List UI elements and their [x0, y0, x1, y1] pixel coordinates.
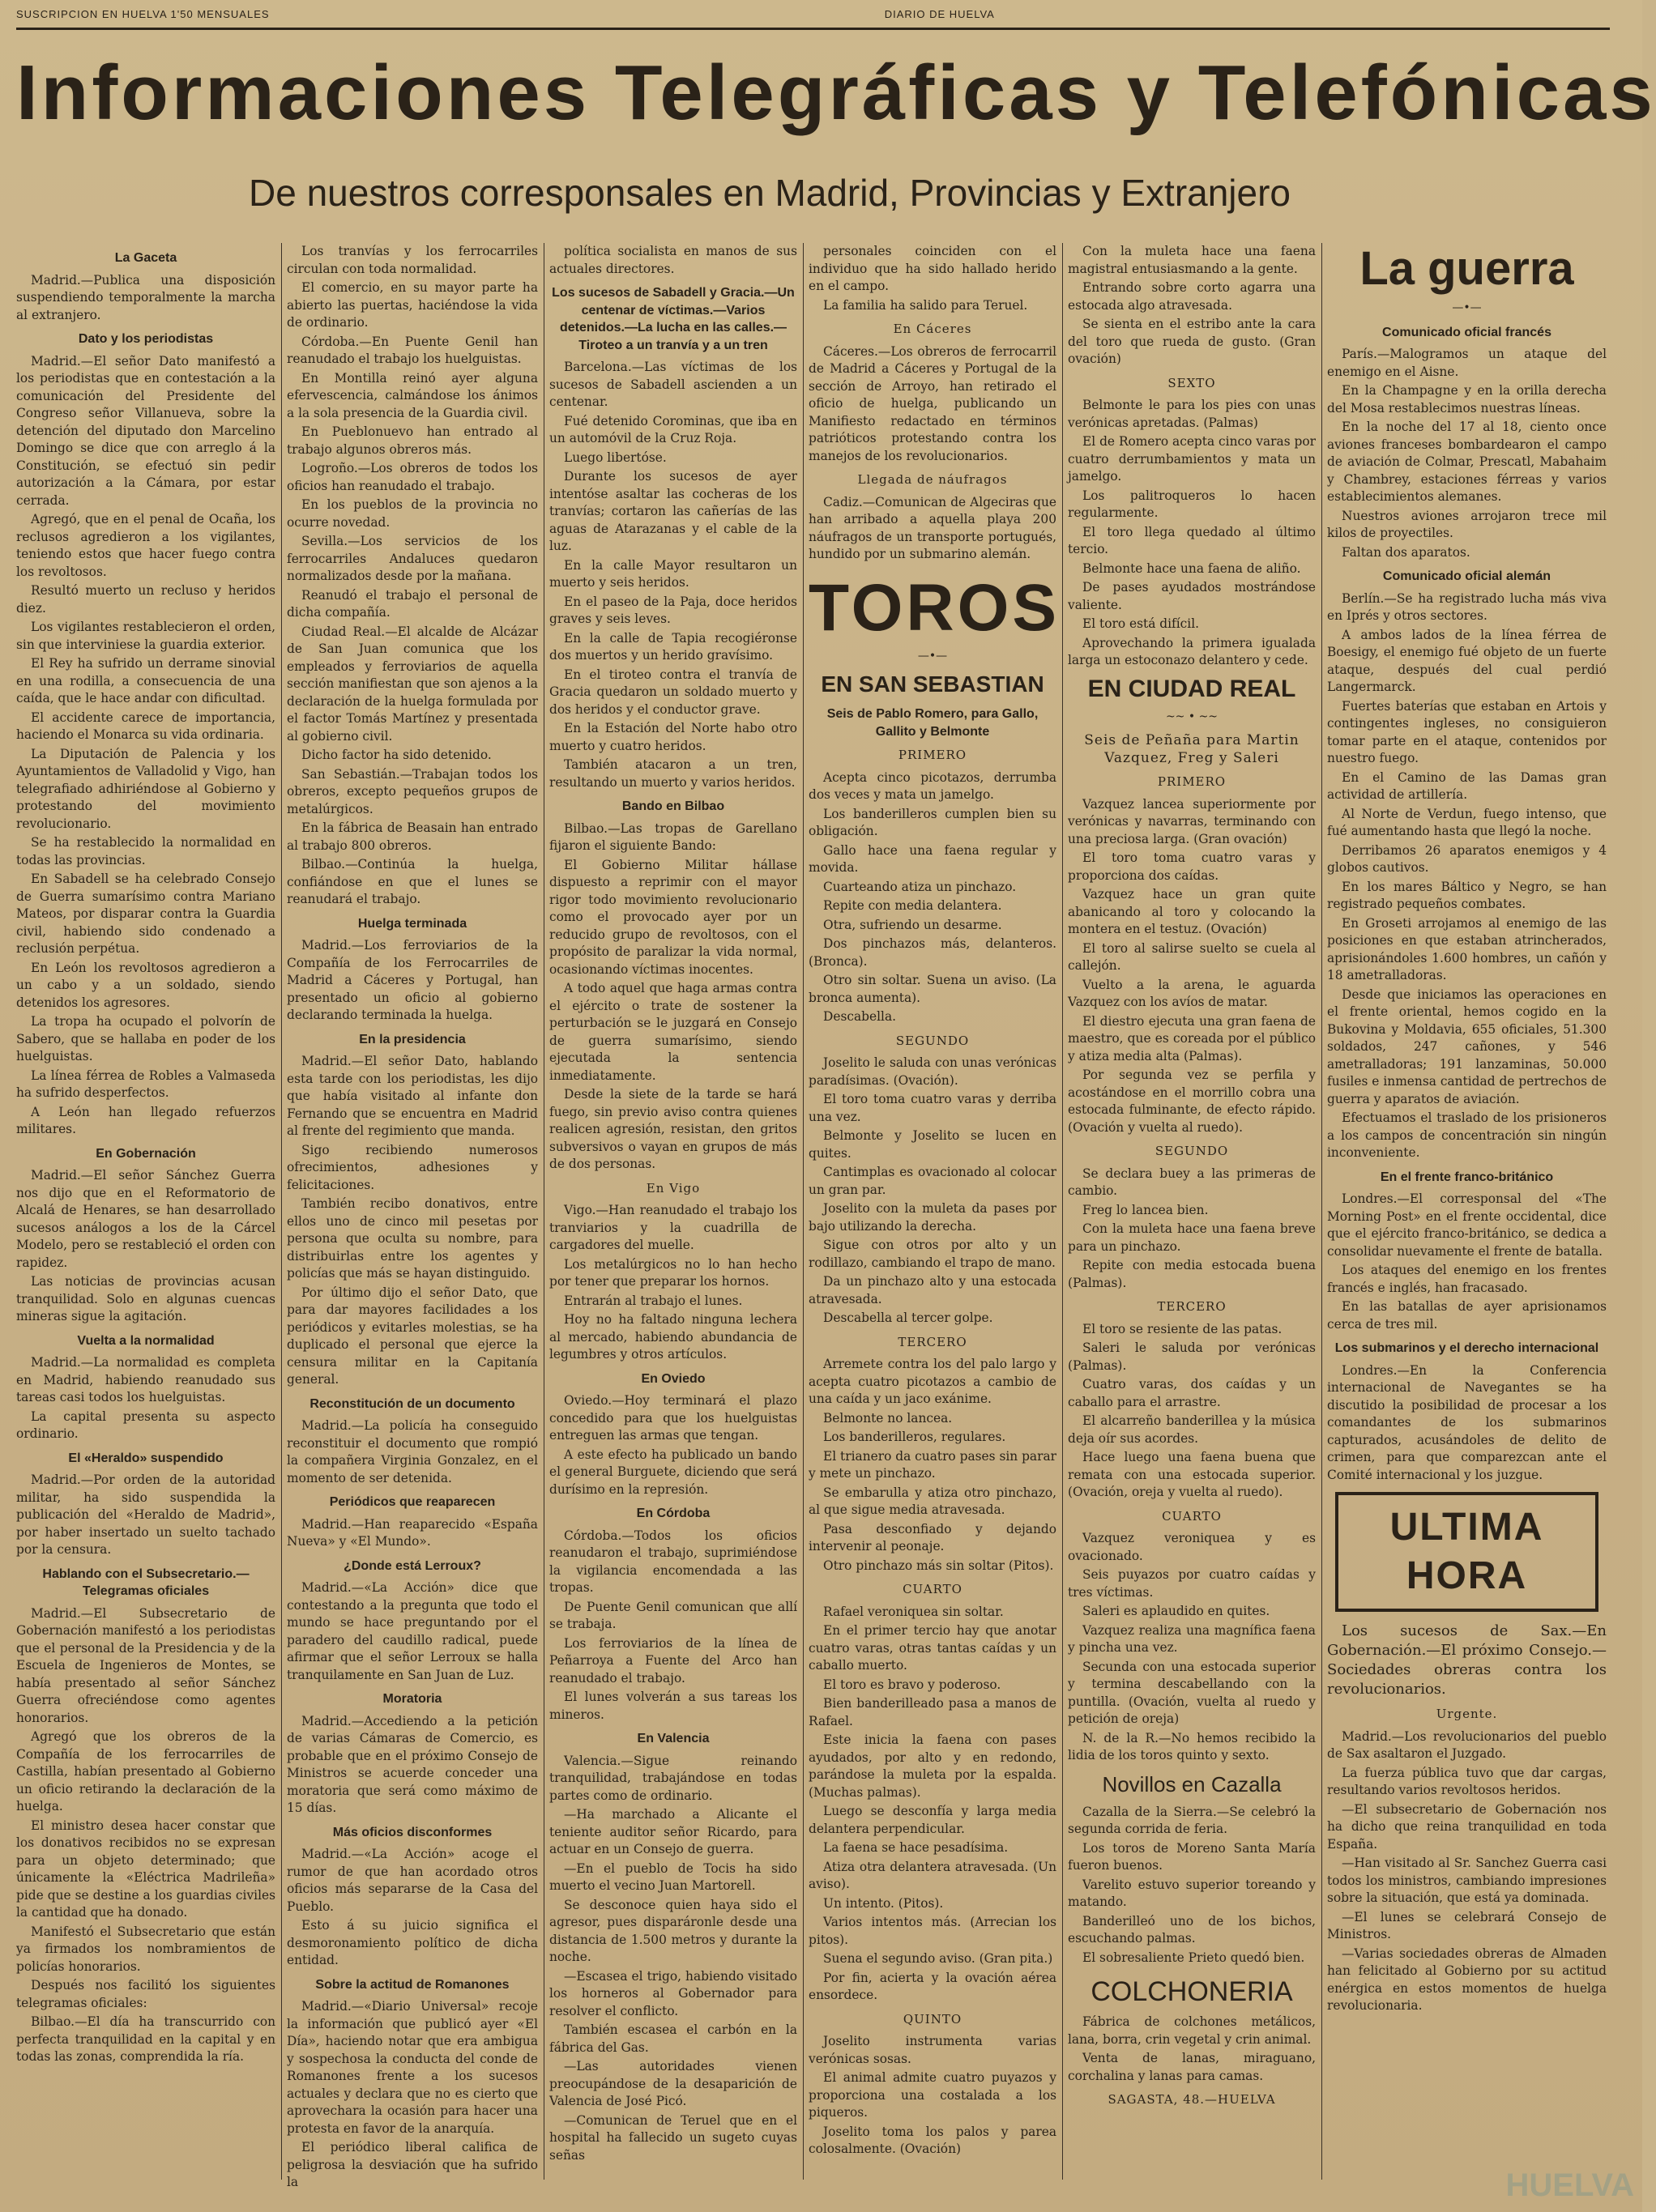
article-paragraph: Los ferroviarios de la línea de Peñarroya a Fuente del Arco han reanudado el trabajo.: [549, 1635, 797, 1686]
article-paragraph: Con la muleta hace una faena breve para un pinchazo.: [1068, 1221, 1316, 1254]
article-paragraph: En la noche del 17 al 18, ciento once aviones franceses bombardearon el campo de aviación de Colmar, Prescatl, Mabahaim y Chambrey, estaciones férreas y varios establecimientos alemanes.: [1327, 420, 1607, 504]
article-paragraph: Otro sin soltar. Suena un aviso. (La bronca aumenta).: [809, 973, 1056, 1005]
top-rule: [16, 28, 1610, 30]
article-paragraph: Cadiz.—Comunican de Algeciras que han arribado a aquella playa 200 náufragos de un transporte portugués, hundido por un submarino alemán.: [809, 494, 1056, 561]
article-paragraph: El comercio, en su mayor parte ha abierto las puertas, haciéndose la vida de ordinario.: [287, 280, 538, 330]
col6-bottom: [1327, 1728, 1607, 2015]
ultima-summary: Los sucesos de Sax.—En Gobernación.—El próximo Consejo.—Sociedades obreras contra los revolucionarios.: [1327, 1622, 1607, 1698]
article-paragraph: Madrid.—El señor Dato, hablando esta tarde con los periodistas, les dijo que había visitado al infante don Fernando que se encuentra en Madrid al frente del regimiento que manda.: [287, 1054, 538, 1138]
column-2: [287, 243, 538, 2189]
subsection-heading: CUARTO: [1162, 1508, 1222, 1524]
subsection-heading: QUINTO: [903, 2011, 962, 2027]
article-paragraph: Reanudó el trabajo el personal de dicha compañía.: [287, 587, 538, 620]
col3-body: [549, 243, 797, 2164]
novillos-title: Novillos en Cazalla: [1102, 1771, 1282, 1796]
article-paragraph: También recibo donativos, entre ellos uno de cinco mil pesetas por persona que oculta su nombre, para distribuirlas entre los agentes y policías que más se hayan distinguido.: [287, 1196, 538, 1281]
article-paragraph: Con la muleta hace una faena magistral entusiasmando a la gente.: [1068, 244, 1316, 276]
column-rule: [803, 243, 804, 2180]
article-paragraph: Descabella al tercer golpe.: [823, 1311, 993, 1325]
article-paragraph: Luego libertóse.: [564, 450, 667, 465]
article-paragraph: Cazalla de la Sierra.—Se celebró la segunda corrida de feria.: [1068, 1804, 1316, 1836]
article-paragraph: —Las autoridades vienen preocupándose de la desaparición de Valencia de José Picó.: [549, 2059, 797, 2108]
article-paragraph: Los metalúrgicos no lo han hecho por tener que preparar los hornos.: [549, 1256, 797, 1289]
article-paragraph: Londres.—En la Conferencia internacional de Navegantes se ha discutido la posibilidad de procesar a los comandantes de los submarinos capturados, acusándoles de delito de crimen, para que comparezcan ante el Comité internacional y los juzgue.: [1327, 1362, 1607, 1482]
masthead: Informaciones Telegráficas y Telefónicas: [16, 49, 1656, 136]
article-paragraph: Los tranvías y los ferrocarriles circulan con toda normalidad.: [287, 244, 538, 276]
article-paragraph: —Ha marchado a Alicante el teniente auditor señor Ricardo, para actuar en un Consejo de guerra.: [549, 1807, 797, 1856]
article-paragraph: Vazquez hace un gran quite abanicando al toro y colocando la montera en el testuz. (Ovación): [1068, 887, 1316, 936]
article-paragraph: Madrid.—El Subsecretario de Gobernación manifestó a los periodistas que el personal de la Presidencia y de la Escuela de Ingenieros de Montes, se había presentado al señor Sánchez Guerra ofreciéndose como agentes honorarios.: [16, 1605, 275, 1725]
article-paragraph: Madrid.—«La Acción» acoge el rumor de que han acordado otros oficios más separarse de la Casa del Pueblo.: [287, 1847, 538, 1914]
article-paragraph: Vazquez lancea superiormente por verónicas y navarras, terminando con una preciosa larga. (Gran ovación): [1068, 796, 1316, 846]
article-paragraph: Entrarán al trabajo el lunes.: [564, 1293, 743, 1308]
article-paragraph: El toro se resiente de las patas.: [1082, 1321, 1283, 1336]
article-paragraph: Cuatro varas, dos caídas y un caballo para el arrastre.: [1068, 1377, 1316, 1409]
article-paragraph: De Puente Genil comunican que allí se trabaja.: [549, 1599, 797, 1631]
article-paragraph: Joselito toma los palos y parea colosalmente. (Ovación): [809, 2124, 1056, 2156]
strip-center: DIARIO DE HUELVA: [884, 8, 995, 20]
article-paragraph: Córdoba.—Todos los oficios reanudaron el trabajo, suprimiéndose la vigilancia encomendada a las tropas.: [549, 1528, 797, 1595]
article-paragraph: Los toros de Moreno Santa María fueron buenos.: [1068, 1840, 1316, 1873]
article-paragraph: La familia ha salido para Teruel.: [823, 297, 1028, 313]
article-paragraph: Durante los sucesos de ayer intentóse asaltar las cocheras de los tranvías; cortaron las cañerías de las aguas de Atarazanas y el cable de la luz.: [549, 469, 797, 553]
article-paragraph: El alcarreño banderillea y la música deja oír sus acordes.: [1068, 1413, 1316, 1446]
colchoneria-title: COLCHONERIA: [1090, 1976, 1293, 2007]
article-paragraph: Banderilleó uno de los bichos, escuchando palmas.: [1068, 1913, 1316, 1946]
article-paragraph: Esto á su juicio significa el desmoronamiento político de dicha entidad.: [287, 1918, 538, 1967]
article-paragraph: Saleri es aplaudido en quites.: [1082, 1604, 1270, 1618]
article-paragraph: Por último dijo el señor Dato, que para dar mayores facilidades a los periódicos y evitarles molestias, se ha duplicado el personal que ejerce la censura militar en la Capitanía general.: [287, 1285, 538, 1387]
col5-mid: [1068, 774, 1316, 1765]
article-paragraph: En la calle Mayor resultaron un muerto y seis heridos.: [549, 557, 797, 590]
section-heading: En Córdoba: [636, 1507, 711, 1520]
article-paragraph: Después nos facilitó los siguientes telegramas oficiales:: [16, 1978, 275, 2010]
article-paragraph: En los mares Báltico y Negro, se han registrado pequeños combates.: [1327, 879, 1607, 911]
article-paragraph: El toro al salirse suelto se cuela al callejón.: [1068, 940, 1316, 973]
article-paragraph: Joselito instrumenta varias verónicas sosas.: [809, 2034, 1056, 2066]
article-paragraph: Madrid.—Por orden de la autoridad militar, ha sido suspendida la publicación del «Heraldo de Madrid», por haber insertado un suelto tachado por la censura.: [16, 1473, 275, 1557]
article-paragraph: Cantimplas es ovacionado al colocar un gran par.: [809, 1165, 1056, 1197]
library-stamp: HUELVA: [1505, 2167, 1634, 2203]
subsection-heading: En Vigo: [646, 1180, 701, 1196]
article-paragraph: Dicho factor ha sido detenido.: [301, 748, 492, 762]
col6-top: [1327, 324, 1607, 1485]
article-paragraph: Desde que iniciamos las operaciones en el frente oriental, hemos cogido en la Bukovina y Moldavia, 655 oficiales, 51.300 soldados, 247 cañones, y 546 ametralladoras; 191 lanzaminas, 50.000 fusiles e inmensa cantidad de pertrechos de guerra y aparatos de aviación.: [1327, 987, 1607, 1106]
ultima-urgent: Urgente.: [1436, 1707, 1498, 1721]
toros-place: EN SAN SEBASTIAN: [821, 671, 1044, 697]
column-rule: [281, 243, 282, 2180]
article-paragraph: Pasa desconfiado y dejando intervenir al peonaje.: [809, 1521, 1056, 1554]
article-paragraph: Cáceres.—Los obreros de ferrocarril de Madrid a Cáceres y Portugal de la sección de Arroyo, han retirado el oficio de huelga, publicando un Manifiesto redactado en términos patrióticos protestando contra los manejos de los revolucionarios.: [809, 343, 1056, 463]
article-paragraph: Los palitroqueros lo hacen regularmente.: [1068, 488, 1316, 520]
article-paragraph: París.—Malogramos un ataque del enemigo en el Aisne.: [1327, 347, 1607, 379]
article-paragraph: Madrid.—Accediendo a la petición de varias Cámaras de Comercio, es probable que en el próximo Consejo de Ministros se acuerde conceder una moratoria que será como máximo de 15 días.: [287, 1713, 538, 1815]
strip-left: SUSCRIPCION EN HUELVA 1'50 MENSUALES: [16, 8, 270, 20]
subhead: De nuestros corresponsales en Madrid, Provincias y Extranjero: [248, 172, 1291, 214]
section-heading: Más oficios disconformes: [332, 1825, 493, 1839]
toros-title: TOROS: [809, 570, 1061, 645]
article-paragraph: Repite con media estocada buena (Palmas).: [1068, 1258, 1316, 1290]
article-paragraph: Otro pinchazo más sin soltar (Pitos).: [823, 1558, 1054, 1573]
article-paragraph: Berlín.—Se ha registrado lucha más viva en Iprés y otros sectores.: [1327, 590, 1607, 623]
section-heading: Sobre la actitud de Romanones: [315, 1977, 510, 1992]
col1-body: [16, 249, 275, 2066]
column-6: [1327, 243, 1607, 2180]
section-heading: En el frente franco-británico: [1380, 1170, 1554, 1184]
article-paragraph: Da un pinchazo alto y una estocada atravesada.: [809, 1274, 1056, 1306]
section-heading: Comunicado oficial alemán: [1382, 569, 1551, 583]
article-paragraph: personales coinciden con el individuo que ha sido hallado herido en el campo.: [809, 244, 1056, 293]
subsection-heading: PRIMERO: [898, 748, 967, 762]
section-heading: En Valencia: [637, 1732, 710, 1745]
article-paragraph: En la fábrica de Beasain han entrado al trabajo 800 obreros.: [287, 820, 538, 853]
ultima-hora-title: ULTIMA HORA: [1335, 1492, 1598, 1612]
column-4: [809, 243, 1061, 2180]
article-paragraph: Madrid.—«Diario Universal» recoje la información que publicó ayer «El Día», haciendo notar que era ambigua y sospechosa la conducta del conde de Romanones frente a los sucesos actuales y declara que no es cierto que aprovechara la ocasión para hacer una protesta en favor de la anarquía.: [287, 1999, 538, 2136]
article-paragraph: Ciudad Real.—El alcalde de Alcázar de San Juan comunica que los empleados y ferroviarios de aquella sección manifiestan que son ajenos a la declaración de la huelga formulada por el factor Tomás Martínez y presentada al gobierno civil.: [287, 624, 538, 744]
article-paragraph: En la Champagne y en la orilla derecha del Mosa restablecimos nuestras líneas.: [1327, 383, 1607, 416]
article-paragraph: Córdoba.—En Puente Genil han reanudado el trabajo los huelguistas.: [287, 334, 538, 366]
article-paragraph: Hace luego una faena buena que remata con una estocada superior. (Ovación, oreja y vuelta al ruedo).: [1068, 1450, 1316, 1499]
section-heading: Comunicado oficial francés: [1382, 325, 1551, 339]
section-heading: Bando en Bilbao: [621, 799, 725, 813]
article-paragraph: A ambos lados de la línea férrea de Boesigy, el enemigo fué objeto de un fuerte ataque, después del cual perdió Langermarck.: [1327, 627, 1607, 694]
article-paragraph: Faltan dos aparatos.: [1342, 544, 1470, 560]
article-paragraph: Valencia.—Sigue reinando tranquilidad, trabajándose en todas partes como de ordinario.: [549, 1753, 797, 1803]
subsection-heading: TERCERO: [1157, 1299, 1227, 1314]
article-paragraph: Repite con media delantera.: [823, 898, 1002, 913]
subsection-heading: SEXTO: [1167, 375, 1216, 390]
article-paragraph: Nuestros aviones arrojaron trece mil kilos de proyectiles.: [1327, 508, 1607, 540]
article-paragraph: Seis puyazos por cuatro caídas y tres víctimas.: [1068, 1567, 1316, 1600]
column-5: [1068, 243, 1316, 2180]
article-paragraph: En el tiroteo contra el tranvía de Gracia quedaron un soldado muerto y dos heridos y el conductor grave.: [549, 667, 797, 717]
article-paragraph: Joselito con la muleta da pases por bajo utilizando la derecha.: [809, 1201, 1056, 1234]
article-paragraph: Al Norte de Verdun, fuego intenso, que fué aumentando hasta que llegó la noche.: [1327, 806, 1607, 838]
article-paragraph: Atiza otra delantera atravesada. (Un aviso).: [809, 1859, 1056, 1891]
article-paragraph: En Pueblonuevo han entrado al trabajo algunos obreros más.: [287, 424, 538, 457]
article-paragraph: A León han llegado refuerzos militares.: [16, 1104, 275, 1136]
article-paragraph: Un intento. (Pitos).: [823, 1895, 944, 1911]
article-paragraph: El toro llega quedado al último tercio.: [1068, 524, 1316, 556]
article-paragraph: Bilbao.—Continúa la huelga, confiándose en que el lunes se reanudará el trabajo.: [287, 857, 538, 906]
subsection-heading: SEGUNDO: [1155, 1144, 1229, 1158]
column-3: [549, 243, 797, 2180]
col4-top: [809, 243, 1056, 564]
article-paragraph: El toro toma cuatro varas y derriba una vez.: [809, 1092, 1056, 1124]
article-paragraph: Sevilla.—Los servicios de los ferrocarriles Andaluces quedaron normalizados desde por la mañana.: [287, 534, 538, 583]
section-heading: En la presidencia: [359, 1032, 466, 1046]
subsection-heading: En Cáceres: [893, 322, 972, 336]
subsection-heading: CUARTO: [903, 1582, 962, 1596]
article-paragraph: La fuerza pública tuvo que dar cargas, resultando varios revoltosos heridos.: [1327, 1765, 1607, 1797]
article-paragraph: N. de la R.—No hemos recibido la lidia de los toros quinto y sexto.: [1068, 1730, 1316, 1762]
article-paragraph: Se desconoce quien haya sido el agresor, pues disparáronle desde una distancia de 1.500 metros y durante la noche.: [549, 1897, 797, 1964]
article-paragraph: Bilbao.—El día ha transcurrido con perfecta tranquilidad en la capital y en todas las zonas, comprendida la ría.: [16, 2014, 275, 2064]
article-paragraph: En Montilla reinó ayer alguna efervescencia, calmándose los ánimos a la sola presencia de la Guardia civil.: [287, 370, 538, 420]
section-heading: Hablando con el Subsecretario.—Telegramas oficiales: [42, 1566, 250, 1598]
article-paragraph: Barcelona.—Las víctimas de los sucesos de Sabadell ascienden a un centenar.: [549, 360, 797, 409]
col2-body: [287, 243, 538, 2192]
article-paragraph: Desde la siete de la tarde se hará fuego, sin previo aviso contra quienes realicen agresión, resistan, den gritos subversivos o vayan en grupos de más de dos personas.: [549, 1087, 797, 1171]
article-paragraph: El sobresaliente Prieto quedó bien.: [1082, 1950, 1305, 1965]
section-heading: El «Heraldo» suspendido: [68, 1451, 224, 1465]
article-paragraph: Sigo recibiendo numerosos ofrecimientos, adhesiones y felicitaciones.: [287, 1142, 538, 1192]
toros-cartel: Seis de Pablo Romero, para Gallo, Gallito y Belmonte: [826, 707, 1039, 739]
article-paragraph: Belmonte no lancea.: [823, 1410, 953, 1426]
article-paragraph: Londres.—El corresponsal del «The Morning Post» en el frente occidental, dice que el ejército franco-británico, se dedica a consolidar nuevamente el frente de batalla.: [1327, 1191, 1607, 1259]
article-paragraph: En la calle de Tapia recogiéronse dos muertos y un herido gravísimo.: [549, 630, 797, 663]
article-paragraph: La Diputación de Palencia y los Ayuntamientos de Valladolid y Vigo, han telegrafiado adhiriéndose al Gobierno y protestando del movimiento revolucionario.: [16, 746, 275, 831]
article-paragraph: En León los revoltosos agredieron a un cabo y a un soldado, siendo detenidos los agresores.: [16, 960, 275, 1010]
column-rule: [1062, 243, 1063, 2180]
article-paragraph: Freg lo lancea bien.: [1082, 1202, 1209, 1217]
colch-line1: Fábrica de colchones metálicos, lana, borra, crin vegetal y crin animal.: [1068, 2014, 1316, 2047]
article-paragraph: Madrid.—El señor Dato manifestó a los periodistas que en contestación a la comunicación del Presidente del Congreso señor Villanueva, sobre la detención del diputado don Marcelino Domingo se dice que con arreglo á la Constitución, se efectuó sin pedir autorización a la Cámara, por estar cerrada.: [16, 353, 275, 508]
section-heading: En Oviedo: [641, 1371, 706, 1386]
article-paragraph: Derribamos 26 aparatos enemigos y 4 globos cautivos.: [1327, 842, 1607, 875]
article-paragraph: Se declara buey a las primeras de cambio.: [1068, 1166, 1316, 1198]
article-paragraph: —Han visitado al Sr. Sanchez Guerra casi todos los ministros, cambiando impresiones sobre la situación, que está ya dominada.: [1327, 1856, 1607, 1905]
divider-ornament: —•—: [1452, 301, 1482, 314]
article-paragraph: Vigo.—Han reanudado el trabajo los tranviarios y la cuadrilla de cargadores del muelle.: [549, 1203, 797, 1252]
article-paragraph: Vuelto a la arena, le aguarda Vazquez con los avíos de matar.: [1068, 977, 1316, 1009]
article-paragraph: —El lunes se celebrará Consejo de Ministros.: [1327, 1909, 1607, 1941]
article-paragraph: Entrando sobre corto agarra una estocada algo atravesada.: [1068, 280, 1316, 313]
article-paragraph: —Varias sociedades obreras de Almaden han felicitado al Gobierno por su actitud enérgica en estos momentos de huelga revolucionaria.: [1327, 1946, 1607, 2013]
section-heading: Los sucesos de Sabadell y Gracia.—Un centenar de víctimas.—Varios detenidos.—La lucha en las calles.—Tiroteo a un tranvía y a un tren: [552, 286, 795, 352]
article-paragraph: San Sebastián.—Trabajan todos los obreros, excepto pequeños grupos de metalúrgicos.: [287, 766, 538, 816]
article-paragraph: A todo aquel que haga armas contra el ejército o trate de sostener la perturbación se le juzgará en Consejo de guerra sumarísimo, siendo ejecutada la sentencia inmediatamente.: [549, 981, 797, 1083]
guerra-title: La guerra: [1359, 242, 1574, 295]
article-paragraph: El de Romero acepta cinco varas por cuatro derrumbamientos y mata un jamelgo.: [1068, 434, 1316, 484]
article-paragraph: Descabella.: [823, 1009, 897, 1024]
article-paragraph: Varelito estuvo superior toreando y matando.: [1068, 1877, 1316, 1909]
col5-low: [1068, 1804, 1316, 1967]
section-heading: En Gobernación: [96, 1146, 196, 1161]
article-paragraph: Joselito le saluda con unas verónicas paradísimas. (Ovación).: [809, 1055, 1056, 1088]
article-paragraph: Las noticias de provincias acusan tranquilidad. Solo en algunas cuencas mineras sigue la agitación.: [16, 1274, 275, 1323]
article-paragraph: Madrid.—Publica una disposición suspendiendo temporalmente la marcha al extranjero.: [16, 272, 275, 322]
article-paragraph: Varios intentos más. (Arrecian los pitos).: [809, 1915, 1056, 1947]
article-paragraph: Dos pinchazos más, delanteros. (Bronca).: [809, 936, 1056, 969]
column-rule: [1321, 243, 1322, 2180]
section-heading: Reconstitución de un documento: [309, 1396, 515, 1411]
article-paragraph: En el primer tercio hay que anotar cuatro varas, otras tantas caídas y un caballo muerto.: [809, 1623, 1056, 1673]
article-paragraph: La tropa ha ocupado el polvorín de Sabero, que se hallaba en poder de los huelguistas.: [16, 1014, 275, 1063]
article-paragraph: Los banderilleros cumplen bien su obligación.: [809, 806, 1056, 838]
article-paragraph: Belmonte y Joselito se lucen en quites.: [809, 1128, 1056, 1161]
col4-bottom: [809, 747, 1056, 2159]
section-heading: Vuelta a la normalidad: [77, 1333, 215, 1348]
article-paragraph: Luego se desconfía y larga media delantera perpendicular.: [809, 1804, 1056, 1836]
section-heading: Dato y los periodistas: [78, 332, 214, 346]
article-paragraph: Madrid.—El señor Sánchez Guerra nos dijo que en el Reformatorio de Alcalá de Henares, se han desarrollado sucesos análogos a los de la Cárcel Modelo, pero se restableció el orden con rapidez.: [16, 1168, 275, 1270]
article-paragraph: El Gobierno Militar hállase dispuesto a reprimir con el mayor rigor todo movimiento revolucionario como el provocado ayer por un reducido grupo de revoltosos, con el propósito de paralizar la vida normal, ocasionando víctimas inocentes.: [549, 857, 797, 977]
article-paragraph: Manifestó el Subsecretario que están ya firmados los nombramientos de policías honorarios.: [16, 1924, 275, 1974]
article-paragraph: Se embarulla y atiza otro pinchazo, al que sigue media atravesada.: [809, 1485, 1056, 1517]
article-paragraph: Por segunda vez se perfila y acostándose en el morrillo cobra una estocada fulminante, de efecto rápido. (Ovación y vuelta al ruedo).: [1068, 1068, 1316, 1135]
article-paragraph: Se ha restablecido la normalidad en todas las provincias.: [16, 835, 275, 867]
article-paragraph: Sigue con otros por alto y un rodillazo, cambiando el trapo de mano.: [809, 1238, 1056, 1270]
article-paragraph: La faena se hace pesadísima.: [823, 1840, 1009, 1855]
article-paragraph: El toro toma cuatro varas y proporciona dos caídas.: [1068, 850, 1316, 883]
article-paragraph: Otra, sufriendo un desarme.: [823, 917, 1002, 932]
article-paragraph: El diestro ejecuta una gran faena de maestro, que es coreada por el público y atiza media alta (Palmas).: [1068, 1013, 1316, 1063]
article-paragraph: Bien banderilleado pasa a manos de Rafael.: [809, 1696, 1056, 1728]
article-paragraph: De pases ayudados mostrándose valiente.: [1068, 580, 1316, 612]
article-paragraph: Vazquez veroniquea y es ovacionado.: [1068, 1531, 1316, 1563]
article-paragraph: Logroño.—Los obreros de todos los oficios han reanudado el trabajo.: [287, 461, 538, 493]
article-paragraph: En la Estación del Norte habo otro muerto y cuatro heridos.: [549, 721, 797, 753]
article-paragraph: Madrid.—«La Acción» dice que contestando a la pregunta que todo el mundo se hace preguntando por el paradero del caudillo radical, puede afirmar que el señor Lerroux se halla tranquilamente en San Juan de Luz.: [287, 1580, 538, 1682]
article-paragraph: Efectuamos el traslado de los prisioneros a los campos de concentración sin ningún inconveniente.: [1327, 1110, 1607, 1160]
article-paragraph: Rafael veroniquea sin soltar.: [823, 1604, 1004, 1619]
article-paragraph: La capital presenta su aspecto ordinario.: [16, 1409, 275, 1441]
article-paragraph: —Escasea el trigo, habiendo visitado los horneros al Gobernador para resolver el conflicto.: [549, 1968, 797, 2018]
article-paragraph: También escasea el carbón en la fábrica del Gas.: [549, 2022, 797, 2055]
article-paragraph: Cuarteando atiza un pinchazo.: [823, 879, 1017, 894]
col5-top: [1068, 243, 1316, 670]
article-paragraph: En el Camino de las Damas gran actividad de artillería.: [1327, 769, 1607, 802]
colch-line2: Venta de lanas, miraguano, corchalina y lanas para camas.: [1068, 2051, 1316, 2083]
divider-ornament: —•—: [917, 649, 948, 663]
article-paragraph: Bilbao.—Las tropas de Garellano fijaron el siguiente Bando:: [549, 820, 797, 853]
article-paragraph: política socialista en manos de sus actuales directores.: [549, 244, 797, 276]
ciudad-cartel: Seis de Peñaña para Martin Vazquez, Freg y Saleri: [1084, 732, 1300, 766]
article-paragraph: Vazquez realiza una magnífica faena y pincha una vez.: [1068, 1622, 1316, 1655]
article-paragraph: —En el pueblo de Tocis ha sido muerto el vecino Juan Martorell.: [549, 1860, 797, 1893]
article-paragraph: Madrid.—Han reaparecido «España Nueva» y «El Mundo».: [287, 1516, 538, 1549]
article-paragraph: El periódico liberal califica de peligrosa la desviación que ha sufrido la: [287, 2140, 538, 2189]
article-paragraph: También atacaron a un tren, resultando un muerto y varios heridos.: [549, 757, 797, 790]
article-paragraph: Resultó muerto un recluso y heridos diez.: [16, 583, 275, 616]
article-paragraph: Fuertes baterías que estaban en Artois y contingentes ingleses, no consiguieron tomar parte en el ataque, contenidos por nuestro fuego.: [1327, 698, 1607, 765]
article-paragraph: En los pueblos de la provincia no ocurre novedad.: [287, 497, 538, 530]
article-paragraph: En las batallas de ayer aprisionamos cerca de tres mil.: [1327, 1299, 1607, 1332]
article-paragraph: Madrid.—Los revolucionarios del pueblo de Sax asaltaron el Juzgado.: [1327, 1728, 1607, 1761]
subsection-heading: Llegada de náufragos: [857, 472, 1008, 487]
article-paragraph: Los vigilantes restablecieron el orden, sin que interviniese la guardia exterior.: [16, 620, 275, 652]
article-paragraph: Suena el segundo aviso. (Gran pita.): [823, 1951, 1053, 1966]
article-paragraph: Belmonte hace una faena de aliño.: [1082, 560, 1301, 576]
article-paragraph: El ministro desea hacer constar que los donativos recibidos no se expresan para un objeto determinado; que únicamente la «Eléctrica Madrileña» pide que se destine a los guardias civiles la cantidad que ha donado.: [16, 1818, 275, 1920]
article-paragraph: El Rey ha sufrido un derrame sinovial en una rodilla, a consecuencia de una caída, que le hace andar con dificultad.: [16, 656, 275, 705]
section-heading: Periódicos que reaparecen: [329, 1495, 496, 1509]
section-heading: La Gaceta: [114, 251, 177, 265]
article-paragraph: Gallo hace una faena regular y movida.: [809, 842, 1056, 875]
subsection-heading: PRIMERO: [1157, 774, 1227, 789]
article-paragraph: El lunes volverán a sus tareas los mineros.: [549, 1690, 797, 1722]
column-1: [16, 243, 275, 2180]
subsection-heading: TERCERO: [898, 1334, 967, 1349]
article-paragraph: El toro es bravo y poderoso.: [823, 1677, 1001, 1692]
article-paragraph: Oviedo.—Hoy terminará el plazo concedido para que los huelguistas entreguen las armas que tengan.: [549, 1393, 797, 1443]
article-paragraph: Arremete contra los del palo largo y acepta cuatro picotazos a cambio de una caída y un jaco exánime.: [809, 1357, 1056, 1406]
article-paragraph: Madrid.—Los ferroviarios de la Compañía de los Ferrocarriles de Madrid a Cáceres y Portugal, han presentado un oficio al gobierno declarando terminada la huelga.: [287, 938, 538, 1022]
article-paragraph: Se sienta en el estribo ante la cara del toro que rueda de gusto. (Gran ovación): [1068, 317, 1316, 366]
article-paragraph: Madrid.—La normalidad es completa en Madrid, habiendo reanudado sus tareas casi todos los huelguistas.: [16, 1355, 275, 1404]
article-paragraph: El accidente carece de importancia, haciendo el Monarca su vida ordinaria.: [16, 710, 275, 742]
article-paragraph: Agregó que los obreros de la Compañía de los ferrocarriles de Castilla, habían presentado al Gobierno un oficio retirando la declaración de la huelga.: [16, 1729, 275, 1813]
article-paragraph: —El subsecretario de Gobernación nos ha dicho que reina tranquilidad en toda España.: [1327, 1801, 1607, 1852]
article-paragraph: Saleri le saluda por verónicas (Palmas).: [1068, 1340, 1316, 1373]
subsection-heading: SEGUNDO: [895, 1033, 970, 1048]
colch-address: SAGASTA, 48.—HUELVA: [1108, 2092, 1276, 2107]
article-paragraph: El animal admite cuatro puyazos y proporciona una costalada a los piqueros.: [809, 2070, 1056, 2120]
article-paragraph: Madrid.—La policía ha conseguido reconstituir el documento que rompió la compañera Virginia Gonzalez, en el momento de ser detenida.: [287, 1418, 538, 1485]
article-paragraph: A este efecto ha publicado un bando el general Burguete, diciendo que será durísimo en la represión.: [549, 1447, 797, 1497]
article-paragraph: En Groseti arrojamos al enemigo de las posiciones en que estaban atrincherados, aprisionándoles 1.600 hombres, un cañón y 18 ametralladoras.: [1327, 915, 1607, 982]
section-heading: ¿Donde está Lerroux?: [344, 1558, 481, 1573]
ciudad-title: EN CIUDAD REAL: [1087, 675, 1296, 702]
top-strip: [16, 8, 1610, 26]
article-paragraph: Este inicia la faena con pases ayudados, por alto y en redondo, parándose la muleta por la espalda. (Muchas palmas).: [809, 1733, 1056, 1800]
article-paragraph: Secunda con una estocada superior y termina descabellando con la puntilla. (Ovación, vuelta al ruedo y petición de oreja): [1068, 1659, 1316, 1726]
article-paragraph: El trianero da cuatro pases sin parar y mete un pinchazo.: [809, 1448, 1056, 1481]
article-paragraph: Agregó, que en el penal de Ocaña, los reclusos agredieron a los vigilantes, teniendo estos que hacer fuego contra los revoltosos.: [16, 512, 275, 579]
article-paragraph: En el paseo de la Paja, doce heridos graves y seis leves.: [549, 594, 797, 626]
article-paragraph: Hoy no ha faltado ninguna lechera al mercado, habiendo abundancia de legumbres y otros artículos.: [549, 1312, 797, 1362]
article-paragraph: Aprovechando la primera igualada larga un estoconazo delantero y cede.: [1068, 635, 1316, 667]
article-paragraph: Los ataques del enemigo en los frentes francés e inglés, han fracasado.: [1327, 1263, 1607, 1295]
article-paragraph: —Comunican de Teruel que en el hospital ha fallecido un sugeto cuyas señas: [549, 2112, 797, 2163]
article-paragraph: Fué detenido Corominas, que iba en un automóvil de la Cruz Roja.: [549, 413, 797, 445]
article-paragraph: Acepta cinco picotazos, derrumba dos veces y mata un jamelgo.: [809, 769, 1056, 802]
section-heading: Moratoria: [382, 1692, 442, 1706]
section-heading: Huelga terminada: [357, 916, 467, 931]
article-paragraph: En Sabadell se ha celebrado Consejo de Guerra sumarísimo contra Mariano Mateos, por disparar contra la Guardia civil, habiendo sido condenado a reclusión perpétua.: [16, 872, 275, 956]
article-paragraph: Belmonte le para los pies con unas verónicas apretadas. (Palmas): [1068, 398, 1316, 430]
article-paragraph: Por fin, acierta y la ovación aérea ensordece.: [809, 1970, 1056, 2002]
article-paragraph: Los banderilleros, regulares.: [823, 1430, 1006, 1444]
article-paragraph: La línea férrea de Robles a Valmaseda ha sufrido desperfectos.: [16, 1068, 275, 1100]
section-heading: Los submarinos y el derecho internacional: [1334, 1341, 1599, 1355]
divider-ornament: ~~ • ~~: [1165, 710, 1219, 723]
article-paragraph: El toro está difícil.: [1082, 616, 1200, 631]
